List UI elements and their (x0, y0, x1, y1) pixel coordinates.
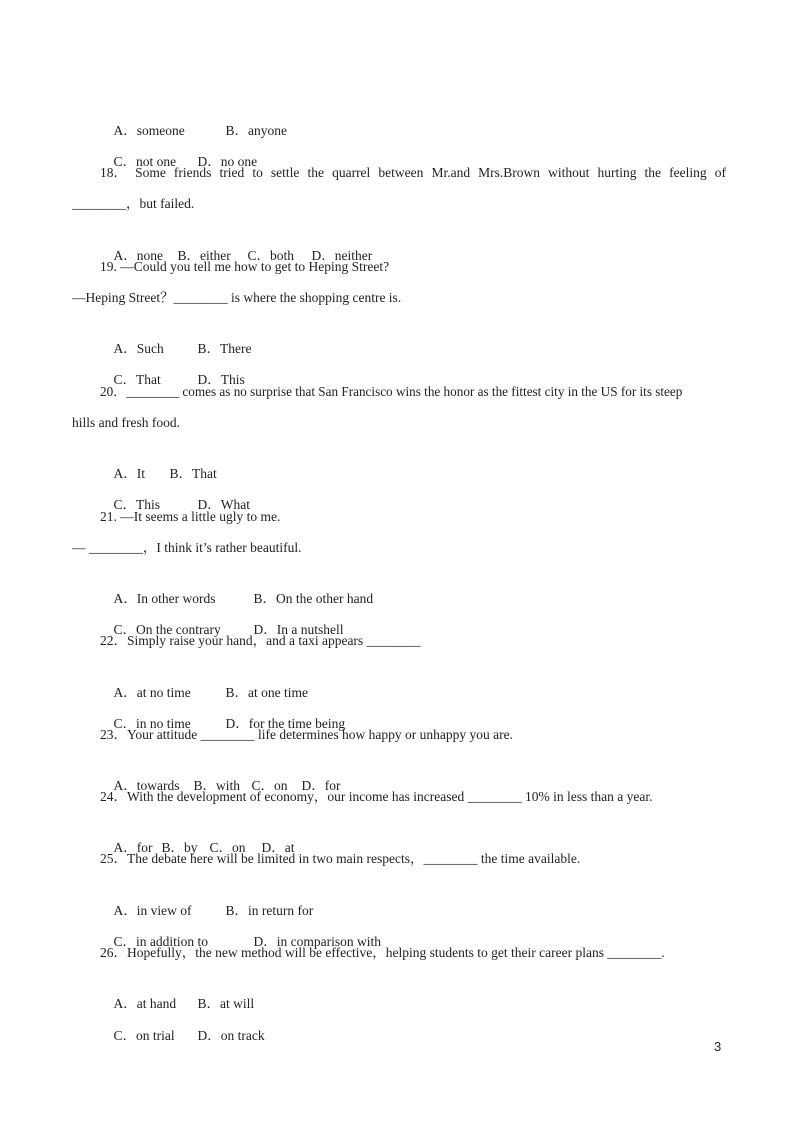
q18-stem-word: quarrel (332, 165, 371, 180)
q24-option-a: A．for (113, 840, 153, 855)
q22-options-row1 (100, 663, 308, 700)
q17-options-row2 (100, 132, 258, 169)
q23-option-b: B．with (193, 778, 241, 793)
q18-option-b: B．either (177, 248, 231, 263)
q18-stem-word: between (378, 165, 424, 180)
q18-stem-word: feeling (669, 165, 707, 180)
q18-stem-word: of (714, 165, 726, 180)
q18-stem-word: tried (219, 165, 245, 180)
q19-option-b: B．There (197, 341, 252, 356)
q18-option-d: D．neither (311, 248, 373, 263)
q18-options (100, 226, 373, 263)
q21-option-c: C．On the contrary (113, 622, 221, 637)
q26-option-d: D．on track (197, 1028, 265, 1043)
q20-stem-line1: 20．________ comes as no surprise that San Francisco wins the honor as the fittest city in the US for its steep (100, 384, 683, 399)
q24-option-d: D．at (261, 840, 295, 855)
q26-options-row2 (100, 1006, 265, 1043)
q25-option-d: D．in comparison with (253, 934, 381, 949)
q18-stem-word: the (644, 165, 662, 180)
q18-stem-word: to (252, 165, 263, 180)
q18-stem-word: without (548, 165, 590, 180)
q18-option-c: C．both (247, 248, 295, 263)
q19-stem-line2: —Heping Street？________ is where the shopping centre is. (72, 290, 402, 305)
q17-options-row1 (100, 101, 287, 138)
q18-stem-word: hurting (597, 165, 637, 180)
q20-options-row1 (100, 444, 217, 481)
q21-options-row2 (100, 600, 344, 637)
q26-option-b: B．at will (197, 996, 255, 1011)
q20-options-row2 (100, 475, 250, 512)
q25-stem-line1: 25．The debate here will be limited in two main respects，________ the time available. (100, 851, 581, 866)
q24-option-b: B．by (161, 840, 198, 855)
q22-stem-line1: 22．Simply raise your hand，and a taxi appears ________ (100, 633, 421, 648)
q23-stem-line1: 23．Your attitude ________ life determines how happy or unhappy you are. (100, 727, 513, 742)
q21-options-row1 (100, 569, 374, 606)
q25-options-row1 (100, 881, 314, 918)
q23-option-d: D．for (301, 778, 341, 793)
q23-option-c: C．on (251, 778, 288, 793)
q18-stem-word: the (307, 165, 324, 180)
q17-option-a: A．someone (113, 123, 185, 138)
q20-option-c: C．This (113, 497, 161, 512)
page-number: 3 (714, 1039, 722, 1054)
q26-options-row1 (100, 974, 255, 1011)
q24-option-c: C．on (209, 840, 246, 855)
q22-options-row2 (100, 694, 346, 731)
q25-option-c: C．in addition to (113, 934, 208, 949)
q20-option-a: A．It (113, 466, 145, 481)
q22-option-b: B．at one time (225, 685, 308, 700)
q23-option-a: A．towards (113, 778, 180, 793)
q26-option-c: C．on trial (113, 1028, 175, 1043)
q18-stem-word: Mr.and (431, 165, 471, 180)
q25-options-row2 (100, 912, 381, 949)
q22-option-c: C．in no time (113, 716, 191, 731)
q20-stem-line2: hills and fresh food. (72, 415, 180, 430)
q18-stem-word: settle (270, 165, 300, 180)
q25-option-b: B．in return for (225, 903, 314, 918)
q24-options (100, 818, 295, 855)
q19-option-d: D．This (197, 372, 245, 387)
q19-option-a: A．Such (113, 341, 164, 356)
q21-option-d: D．In a nutshell (253, 622, 344, 637)
q19-stem-line1: 19. —Could you tell me how to get to Heping Street? (100, 259, 390, 274)
q21-option-a: A．In other words (113, 591, 216, 606)
q21-option-b: B．On the other hand (253, 591, 374, 606)
q18-stem-word: Some (135, 165, 166, 180)
q17-option-d: D．no one (197, 154, 258, 169)
q22-option-d: D．for the time being (225, 716, 346, 731)
q18-stem-word: Mrs.Brown (478, 165, 541, 180)
q18-stem-word: friends (173, 165, 212, 180)
q19-option-c: C．That (113, 372, 161, 387)
q26-option-a: A．at hand (113, 996, 177, 1011)
q23-options (100, 756, 341, 793)
q24-stem-line1: 24．With the development of economy，our income has increased ________ 10% in less than a year. (100, 789, 653, 804)
q25-option-a: A．in view of (113, 903, 192, 918)
q18-stem-word: 18． (100, 165, 127, 180)
q19-options-row1 (100, 319, 252, 356)
q18-stem-line1 (100, 163, 726, 183)
q22-option-a: A．at no time (113, 685, 191, 700)
q18-stem-line2: ________，but failed. (72, 196, 195, 211)
q21-stem-line2: — ________，I think it’s rather beautiful. (72, 540, 302, 555)
q26-stem-line1: 26．Hopefully，the new method will be effective，helping students to get their career plans ________. (100, 945, 665, 960)
q20-option-d: D．What (197, 497, 250, 512)
q20-option-b: B．That (169, 466, 217, 481)
q17-option-b: B．anyone (225, 123, 287, 138)
q17-option-c: C．not one (113, 154, 177, 169)
q18-option-a: A．none (113, 248, 163, 263)
q19-options-row2 (100, 350, 245, 387)
q21-stem-line1: 21. —It seems a little ugly to me. (100, 509, 281, 524)
